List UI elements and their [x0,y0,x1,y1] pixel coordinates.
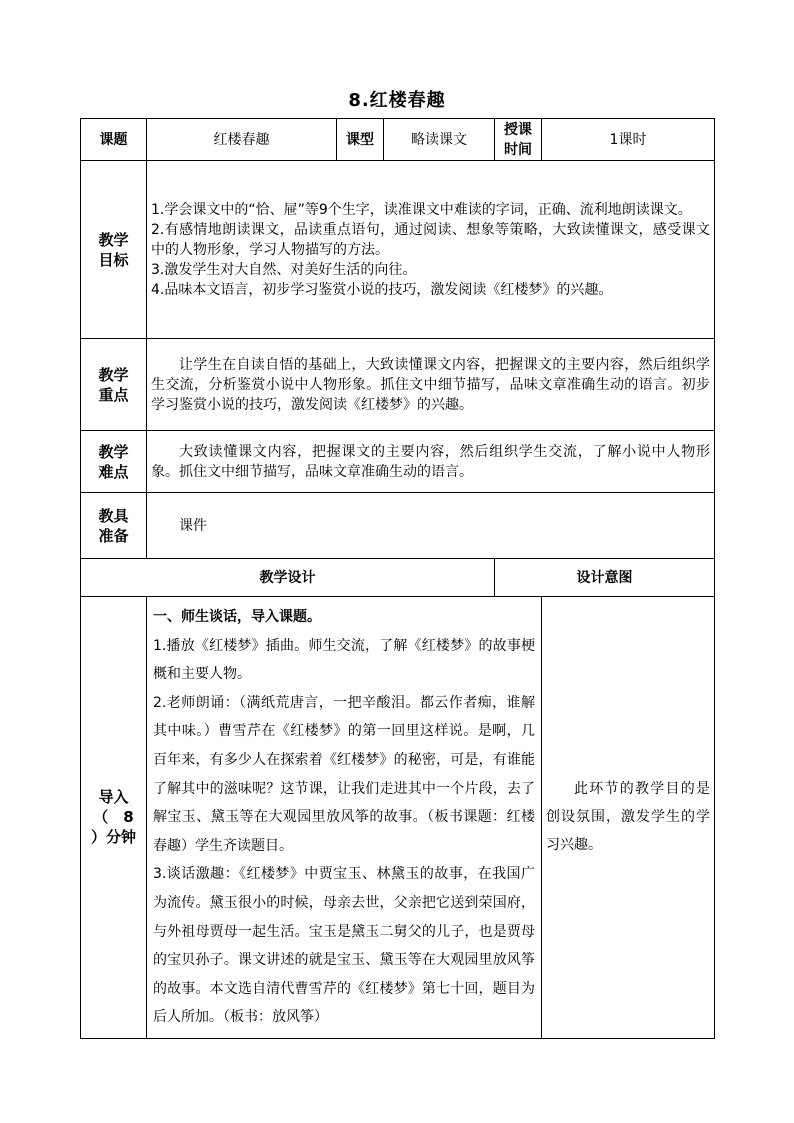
materials-label [81,493,147,559]
focus-text: 让学生在自读自悟的基础上，大致读懂课文内容，把握课文的主要内容，然后组织学生交流，分析鉴赏小说中人物形象。抓住文中细节描写，品味文章准确生动的语言。初步学习鉴赏小说的技巧，激发阅读《红楼梦》的兴趣。 [151,356,710,413]
intro-label-line: （ 8 [93,808,134,827]
type-value: 略读课文 [384,119,495,161]
info-row [81,119,715,161]
difficulty-text: 大致读懂课文内容，把握课文的主要内容，然后组织学生交流，了解小说中人物形象。抓住文中细节描写，品味文章准确生动的语言。 [151,443,710,480]
objectives-label-line: 目标 [98,250,129,269]
design-paragraph: 1.播放《红楼梦》插曲。师生交流，了解《红楼梦》的故事梗概和主要人物。 [153,637,535,683]
difficulty-row [81,431,715,493]
materials-row [81,493,715,559]
time-label-line: 授课 [504,121,532,138]
materials-text: 课件 [179,517,207,534]
intro-label [81,597,147,1039]
difficulty-content [147,431,715,493]
type-label: 课型 [337,119,384,161]
design-header-row [81,559,715,597]
difficulty-label-line: 难点 [98,462,129,481]
materials-label-line: 教具 [98,506,129,525]
time-value: 1课时 [542,119,715,161]
intro-label-line: 导入 [98,788,129,807]
page-title: 8.红楼春趣 [348,90,446,111]
design-paragraph: 3.谈话激趣：《红楼梦》中贾宝玉、林黛玉的故事，在我国广为流传。黛玉很小的时候，母亲去世，父亲把它送到荣国府，与外祖母贾母一起生活。宝玉是黛玉二舅父的儿子，也是贾母的宝贝孙子。课文讲述的就是宝玉、黛玉等在大观园里放风筝的故事。本文选自清代曹雪芹的《红楼梦》第七十回，题目为后人所加。（板书：放风筝） [153,866,535,1026]
objective-item: 1.学会课文中的“恰、屉”等9个生字，读准课文中难读的字词，正确、流利地朗读课文。 [151,201,692,218]
intent-header: 设计意图 [495,559,715,597]
materials-content [147,493,715,559]
intro-intent [542,597,715,1039]
focus-label-line: 重点 [98,385,129,404]
time-label [495,119,542,161]
topic-value: 红楼春趣 [147,119,337,161]
intro-row [81,597,715,1039]
difficulty-label [81,431,147,493]
objectives-label [81,161,147,339]
focus-label [81,339,147,431]
lesson-plan-table [80,118,715,1039]
objectives-label-line: 教学 [98,230,129,249]
intro-label-line: ）分钟 [90,828,136,847]
materials-label-line: 准备 [98,526,129,545]
difficulty-label-line: 教学 [98,442,129,461]
intro-design-content [147,597,542,1039]
intent-text: 此环节的教学目的是创设氛围，激发学生的学习兴趣。 [546,781,710,854]
objectives-row [81,161,715,339]
objective-item: 3.激发学生对大自然、对美好生活的向往。 [151,261,417,278]
section-title: 一、师生谈话，导入课题。 [153,609,321,625]
objective-item: 4.品味本文语言，初步学习鉴赏小说的技巧，激发阅读《红楼梦》的兴趣。 [151,281,613,298]
objectives-content [147,161,715,339]
design-paragraph: 2.老师朗诵：（满纸荒唐言，一把辛酸泪。都云作者痴，谁解其中味。）曹雪芹在《红楼梦》的第一回里这样说。是啊，几百年来，有多少人在探索着《红楼梦》的秘密，可是，有谁能了解其中的滋味呢？这节课，让我们走进其中一个片段，去了解宝玉、黛玉等在大观园里放风筝的故事。（板书课题：红楼春趣）学生齐读题目。 [153,694,535,854]
design-header: 教学设计 [81,559,495,597]
focus-content [147,339,715,431]
focus-label-line: 教学 [98,365,129,384]
focus-row [81,339,715,431]
objective-item: 2.有感情地朗读课文，品读重点语句，通过阅读、想象等策略，大致读懂课文，感受课文中的人物形象，学习人物描写的方法。 [151,221,710,258]
time-label-line: 时间 [504,141,532,158]
topic-label: 课题 [81,119,147,161]
